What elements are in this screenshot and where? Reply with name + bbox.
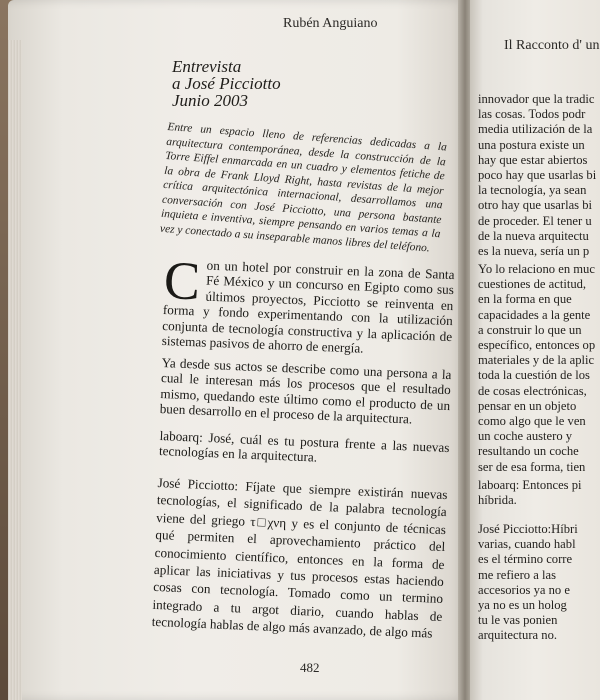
text-line: en la forma en que <box>478 292 572 307</box>
text-line: es la nueva, sería un p <box>478 244 590 259</box>
text-line: accesorios ya no e <box>478 582 570 597</box>
text-line: como algo que le ven <box>478 414 586 429</box>
text-line: varias, cuando habl <box>478 537 576 552</box>
paragraph-2: Ya desde sus actos se describe como una persona a la cual le interesan más los procesos que el resultado mismo, quedando este último como el producto de un buen desarrollo en el proceso de la arquitectura. <box>159 355 452 427</box>
drop-cap: C <box>162 250 202 312</box>
title-line: a José Picciotto <box>172 74 281 93</box>
page-stack-edge <box>8 40 22 700</box>
intro-paragraph: Entre un espacio lleno de referencias dedicadas a la arquitectura contemporánea, desde la construcción de la Torre Eiffel enmarcada en un cuadro y elementos fetiche de la obra de Frank Lloyd Right, hasta revistas de la mejor crítica arquitectónica internacional, desarrollamos una conversación con José Picciotto, una persona bastante inquieta e inventiva, siempre pensando en varios temas a la vez y conectado a su inseparable manos libres del teléfono. <box>159 120 448 254</box>
title-line: Junio 2003 <box>172 91 249 110</box>
text-line: específico, entonces op <box>478 338 596 353</box>
text-line: de cosas electrónicas, <box>478 383 587 398</box>
text-line: pensar en un objeto <box>478 398 577 413</box>
text-line: es el término corre <box>478 552 573 567</box>
text-line: hay que estar abiertos <box>478 152 588 167</box>
text-line: las cosas. Todos podr <box>478 107 586 122</box>
text-line: innovador que la tradic <box>478 92 595 106</box>
text-line: ser de esa forma, tien <box>478 459 586 474</box>
paragraph-1 <box>161 250 455 360</box>
text-line: la tecnología, ya sean <box>478 183 587 198</box>
text-line: resultando un coche <box>478 444 579 459</box>
text-line: de la nueva arquitectu <box>478 228 589 243</box>
text-line: materiales y de la aplic <box>478 353 595 368</box>
page-number: 482 <box>300 660 320 675</box>
title-line: Entrevista <box>172 57 242 76</box>
running-head-author: Rubén Anguiano <box>283 16 378 31</box>
question-paragraph: laboarq: José, cuál es tu postura frente a las nuevas tecnologías en la arquitectura. <box>158 428 450 466</box>
right-text-block-2 <box>478 262 598 475</box>
paragraph-1-text: on un hotel por construir en la zona de Santa Fé México y un concurso en Egipto como sus últimos proyectos, Picciotto se reinventa en forma y fondo experimentando con la utilización conjunta de tecnología constructiva y la aplicación de sistemas pasivos de ahorro de energía. <box>161 257 455 356</box>
text-line: Yo lo relaciono en muc <box>478 262 595 276</box>
text-line: un coche austero y <box>478 429 573 444</box>
text-line: tu le vas ponien <box>478 613 558 628</box>
answer-paragraph: José Picciotto: Fíjate que siempre existirán nuevas tecnologías, el significado de la palabra tecnología viene del griego τ□χνη y es el conjunto de técnicas qué permiten el aprovechamiento práctico del conocimiento científico, entonces en la forma de aplicar las iniciativas y tus procesos estas haciendo cosas con tecnología. Tomado como un termino integrado a tu argot diario, cuando hablas de tecnología hablas de algo más avanzado, de algo más <box>151 474 448 641</box>
running-head-right: Il Racconto d' un <box>504 38 600 53</box>
text-line: una postura existe un <box>478 137 585 152</box>
right-text-block-1 <box>478 92 598 259</box>
text-line: cuestiones de actitud, <box>478 277 587 292</box>
text-line: media utilización de la <box>478 122 593 137</box>
text-line: ya no es un holog <box>478 598 567 613</box>
right-text-block-3 <box>478 478 598 508</box>
text-line: poco hay que usarlas bi <box>478 168 597 183</box>
text-line: capacidades a la gente <box>478 307 591 322</box>
text-line: a construir lo que un <box>478 322 582 337</box>
text-line: otro hay que usarlas bi <box>478 198 593 213</box>
text-line: laboarq: Entonces pi <box>478 478 582 492</box>
text-line: me refiero a las <box>478 567 556 582</box>
text-line: toda la cuestión de los <box>478 368 590 383</box>
text-line: de proceder. El tener u <box>478 213 592 228</box>
right-text-block-4 <box>478 522 598 644</box>
interview-title <box>172 58 281 109</box>
text-line: híbrida. <box>478 493 517 508</box>
text-line: arquitectura no. <box>478 628 558 643</box>
text-line: José Picciotto:Híbri <box>478 522 578 536</box>
